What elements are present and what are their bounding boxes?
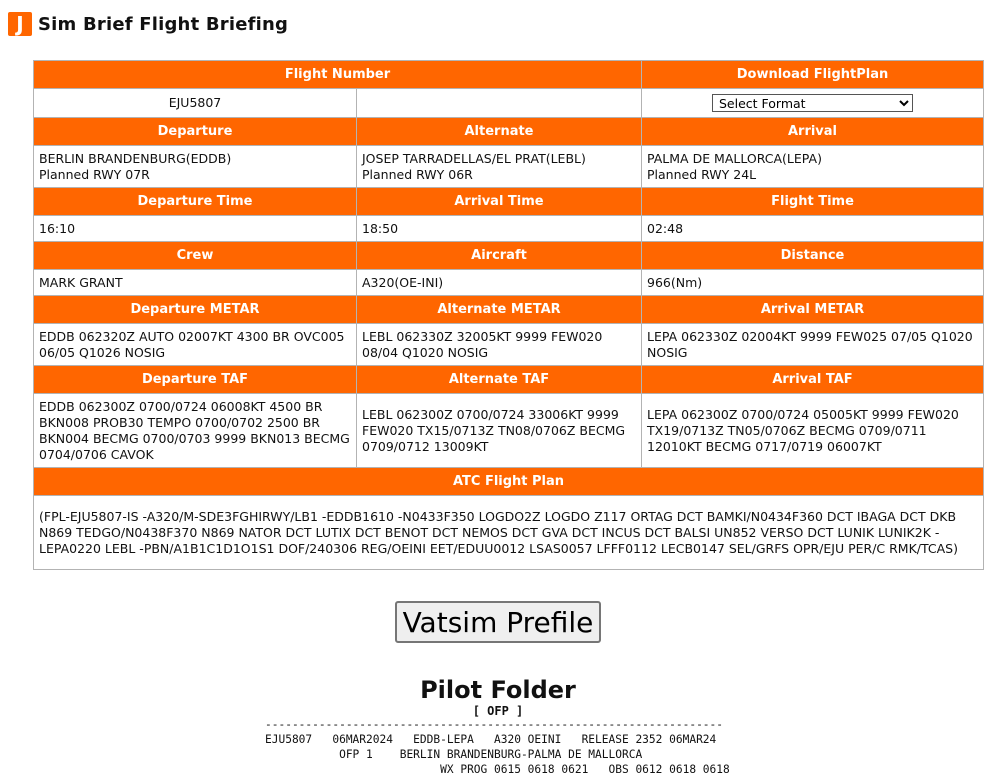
arrival-cell (642, 146, 984, 188)
arrival-time-value: 18:50 (357, 216, 642, 242)
departure-taf-header: Departure TAF (34, 366, 357, 394)
departure-runway: Planned RWY 07R (39, 166, 150, 182)
ofp-line-2: OFP 1 BERLIN BRANDENBURG-PALMA DE MALLORCA (265, 748, 643, 761)
departure-time-value: 16:10 (34, 216, 357, 242)
crew-value: MARK GRANT (34, 270, 357, 296)
empty-cell (357, 89, 642, 118)
ofp-line-3: WX PROG 0615 0618 0621 OBS 0612 0618 0618 (265, 763, 730, 776)
arrival-metar-header: Arrival METAR (642, 296, 984, 324)
format-select[interactable] (712, 94, 913, 112)
flight-number-value: EJU5807 (34, 89, 357, 118)
arrival-time-header: Arrival Time (357, 188, 642, 216)
aircraft-value: A320(OE-INI) (357, 270, 642, 296)
alternate-taf-header: Alternate TAF (357, 366, 642, 394)
alternate-metar-header: Alternate METAR (357, 296, 642, 324)
vatsim-prefile-container (0, 601, 996, 643)
page-header (8, 10, 288, 38)
atc-flight-plan-header: ATC Flight Plan (34, 468, 984, 496)
flight-time-header: Flight Time (642, 188, 984, 216)
departure-time-header: Departure Time (34, 188, 357, 216)
page-title: Sim Brief Flight Briefing (38, 13, 289, 35)
ofp-summary (265, 717, 730, 777)
departure-header: Departure (34, 118, 357, 146)
arrival-metar-value: LEPA 062330Z 02004KT 9999 FEW025 07/05 Q1020 NOSIG (642, 324, 984, 366)
alternate-header: Alternate (357, 118, 642, 146)
brand-logo-icon: J (8, 12, 32, 36)
crew-header: Crew (34, 242, 357, 270)
alternate-taf-value: LEBL 062300Z 0700/0724 33006KT 9999 FEW020 TX15/0713Z TN08/0706Z BECMG 0709/0712 13009KT (357, 394, 642, 468)
pilot-folder-title: Pilot Folder (420, 676, 576, 704)
aircraft-header: Aircraft (357, 242, 642, 270)
flight-number-header: Flight Number (34, 61, 642, 89)
distance-header: Distance (642, 242, 984, 270)
alternate-cell (357, 146, 642, 188)
arrival-header: Arrival (642, 118, 984, 146)
flight-briefing-table (33, 60, 984, 570)
vatsim-prefile-button[interactable]: Vatsim Prefile (395, 601, 602, 643)
arrival-taf-header: Arrival TAF (642, 366, 984, 394)
flight-time-value: 02:48 (642, 216, 984, 242)
ofp-line-1: EJU5807 06MAR2024 EDDB-LEPA A320 OEINI RELEASE 2352 06MAR24 (265, 733, 717, 746)
atc-flight-plan-value: (FPL-EJU5807-IS -A320/M-SDE3FGHIRWY/LB1 -EDDB1610 -N0433F350 LOGDO2Z LOGDO Z117 ORTAG DCT BAMKI/N0434F360 DCT IBAGA DCT DKB N869 TEDGO/N0438F370 N869 NATOR DCT LUTIX DCT BENOT DCT NEMOS DCT GVA DCT INCUS DCT BALSI UN852 VERSO DCT LUNIK LUNIK2K -LEPA0220 LEBL -PBN/A1B1C1D1O1S1 DOF/240306 REG/OEINI EET/EDUU0012 LSAS0057 LFFF0112 LECB0147 SEL/GRFS OPR/EJU PER/C RMK/TCAS) (34, 496, 984, 570)
distance-value: 966(Nm) (642, 270, 984, 296)
departure-airport: BERLIN BRANDENBURG(EDDB) (39, 150, 232, 166)
departure-metar-value: EDDB 062320Z AUTO 02007KT 4300 BR OVC005 06/05 Q1026 NOSIG (34, 324, 357, 366)
ofp-tag: [ OFP ] (472, 704, 524, 718)
departure-cell (34, 146, 357, 188)
arrival-airport: PALMA DE MALLORCA(LEPA) (647, 150, 822, 166)
format-select-cell (642, 89, 984, 118)
ofp-separator: -------------------------------------------------------------------- (265, 718, 724, 731)
alternate-metar-value: LEBL 062330Z 32005KT 9999 FEW020 08/04 Q1020 NOSIG (357, 324, 642, 366)
alternate-runway: Planned RWY 06R (362, 166, 473, 182)
arrival-runway: Planned RWY 24L (647, 166, 757, 182)
alternate-airport: JOSEP TARRADELLAS/EL PRAT(LEBL) (362, 150, 586, 166)
download-flightplan-header: Download FlightPlan (642, 61, 984, 89)
departure-taf-value: EDDB 062300Z 0700/0724 06008KT 4500 BR BKN008 PROB30 TEMPO 0700/0702 2500 BR BKN004 BECMG 0700/0703 9999 BKN013 BECMG 0704/0706 CAVOK (34, 394, 357, 468)
arrival-taf-value: LEPA 062300Z 0700/0724 05005KT 9999 FEW020 TX19/0713Z TN05/0706Z BECMG 0709/0711 12010KT BECMG 0717/0719 06007KT (642, 394, 984, 468)
departure-metar-header: Departure METAR (34, 296, 357, 324)
